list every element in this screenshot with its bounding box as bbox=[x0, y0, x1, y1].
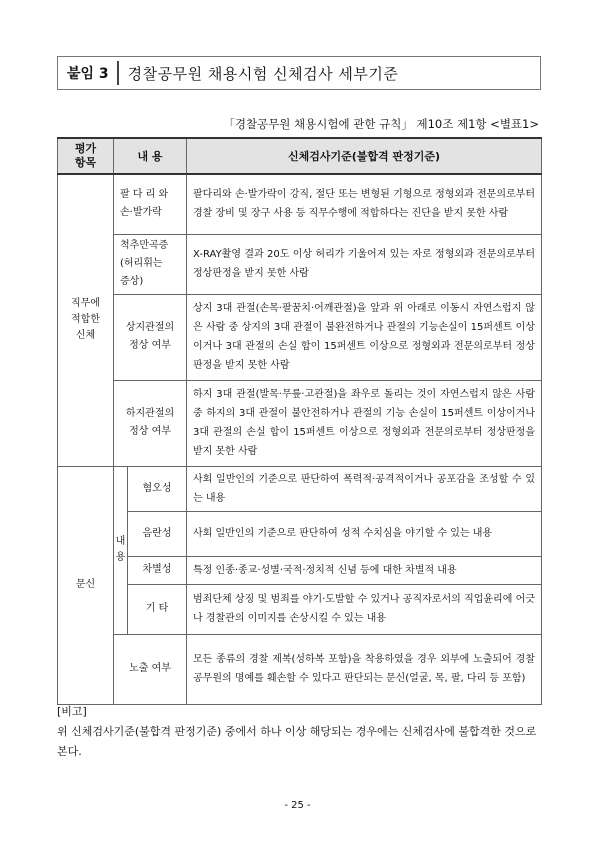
page-number: - 25 - bbox=[284, 800, 311, 811]
item-cell: 척추만곡증 (허리휘는 증상) bbox=[114, 234, 187, 294]
table-row bbox=[58, 380, 542, 466]
page-title-box bbox=[57, 56, 541, 90]
item-cell: 상지관절의 정상 여부 bbox=[114, 294, 187, 380]
item-cell: 팔 다 리 와 손·발가락 bbox=[114, 174, 187, 234]
item-cell: 기 타 bbox=[128, 584, 187, 634]
table-row bbox=[58, 556, 542, 584]
remarks-heading: [비고] bbox=[57, 705, 87, 718]
header-category: 평가 항목 bbox=[58, 138, 114, 174]
criteria-cell: 상지 3대 관절(손목·팔꿈치·어깨관절)을 앞과 위 아래로 이동시 자연스럽지 않은 사람 중 상지의 3대 관절이 불완전하거나 관절의 기능손실이 15퍼센트 이상이거나 3대 관절의 손실 합이 15퍼센트 이상으로 정형외과 전문의로부터 정상판정을 받지 못한 사람 bbox=[187, 294, 542, 380]
table-row bbox=[58, 634, 542, 704]
attachment-tag: 붙임 3 bbox=[58, 61, 119, 85]
remarks bbox=[57, 702, 541, 762]
table-row bbox=[58, 234, 542, 294]
table-row bbox=[58, 466, 542, 511]
item-cell: 하지관절의 정상 여부 bbox=[114, 380, 187, 466]
criteria-cell: 모든 종류의 경찰 제복(성하복 포함)을 착용하였을 경우 외부에 노출되어 경찰공무원의 명예를 훼손할 수 있다고 판단되는 문신(얼굴, 목, 팔, 다리 등 포함) bbox=[187, 634, 542, 704]
page-title: 경찰공무원 채용시험 신체검사 세부기준 bbox=[127, 64, 399, 83]
table-row bbox=[58, 511, 542, 556]
criteria-cell: 하지 3대 관절(발목·무릎·고관절)을 좌우로 돌리는 것이 자연스럽지 않은 사람 중 하지의 3대 관절이 불안전하거나 관절의 기능 손실이 15퍼센트 이상이거나 3대 관절의 손실 합이 15퍼센트 이상으로 정형외과 전문의로부터 정상판정을 받지 못한 사람 bbox=[187, 380, 542, 466]
item-cell: 혐오성 bbox=[128, 466, 187, 511]
table-row bbox=[58, 294, 542, 380]
table-header-row bbox=[58, 138, 542, 174]
content-subgroup-label: 내 용 bbox=[114, 466, 128, 634]
item-cell: 차별성 bbox=[128, 556, 187, 584]
regulation-source: 「경찰공무원 채용시험에 관한 규칙」 제10조 제1항 <별표1> bbox=[223, 117, 539, 131]
remarks-text: 위 신체검사기준(불합격 판정기준) 중에서 하나 이상 해당되는 경우에는 신체검사에 불합격한 것으로 본다. bbox=[57, 725, 537, 758]
table-row bbox=[58, 584, 542, 634]
item-cell: 음란성 bbox=[128, 511, 187, 556]
criteria-table bbox=[57, 137, 542, 705]
criteria-cell: 범죄단체 상징 및 범죄를 야기·도발할 수 있거나 공직자로서의 직업윤리에 어긋나 경찰관의 이미지를 손상시킬 수 있는 내용 bbox=[187, 584, 542, 634]
criteria-cell: 팔다리와 손·발가락이 강직, 절단 또는 변형된 기형으로 정형외과 전문의로부터 경찰 장비 및 장구 사용 등 직무수행에 적합하다는 진단을 받지 못한 사람 bbox=[187, 174, 542, 234]
criteria-cell: X-RAY촬영 결과 20도 이상 허리가 기울어져 있는 자로 정형외과 전문의로부터 정상판정을 받지 못한 사람 bbox=[187, 234, 542, 294]
criteria-cell: 사회 일반인의 기준으로 판단하여 폭력적·공격적이거나 공포감을 조성할 수 있는 내용 bbox=[187, 466, 542, 511]
criteria-cell: 특정 인종·종교·성별·국적·정치적 신념 등에 대한 차별적 내용 bbox=[187, 556, 542, 584]
header-criteria: 신체검사기준(불합격 판정기준) bbox=[187, 138, 542, 174]
item-cell: 노출 여부 bbox=[114, 634, 187, 704]
table-row bbox=[58, 174, 542, 234]
header-item: 내 용 bbox=[114, 138, 187, 174]
category-cell: 직무에 적합한 신체 bbox=[58, 174, 114, 466]
category-cell: 문신 bbox=[58, 466, 114, 704]
criteria-cell: 사회 일반인의 기준으로 판단하여 성적 수치심을 야기할 수 있는 내용 bbox=[187, 511, 542, 556]
